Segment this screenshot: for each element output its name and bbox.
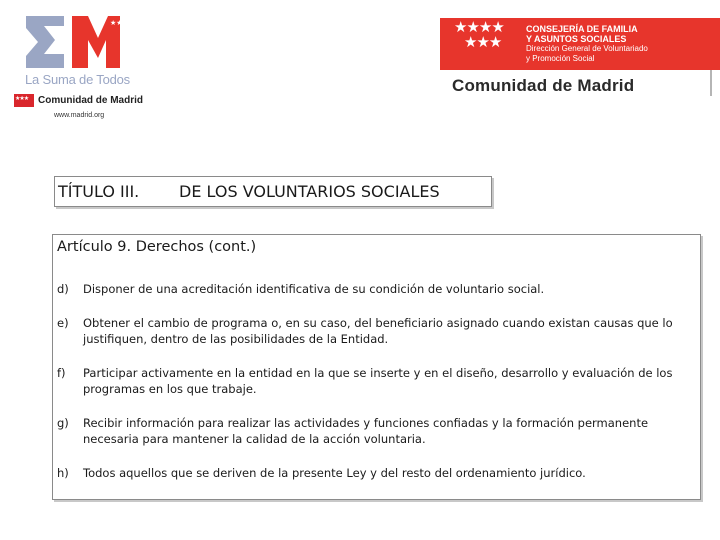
list-item	[57, 465, 697, 482]
banner-line-2: Y ASUNTOS SOCIALES	[526, 34, 627, 44]
svg-text:★★: ★★	[110, 19, 123, 27]
article-content-box	[52, 234, 701, 500]
logo-org-row	[14, 94, 143, 107]
item-text: Recibir información para realizar las actividades y funciones confiadas y la formación permanente necesaria para mantener la calidad de la acción voluntaria.	[83, 415, 649, 446]
madrid-flag-icon	[14, 94, 34, 107]
em-logo-icon	[22, 14, 140, 72]
item-letter: g)	[57, 415, 69, 430]
title-number: TÍTULO III.	[58, 182, 140, 201]
rights-list	[57, 281, 697, 481]
item-letter: h)	[57, 465, 69, 480]
consejeria-banner	[440, 18, 720, 70]
item-text: Todos aquellos que se deriven de la presente Ley y del resto del ordenamiento jurídico.	[83, 465, 586, 480]
banner-line-3: Dirección General de Voluntariado	[526, 44, 648, 53]
list-item	[57, 315, 697, 348]
header-divider	[710, 70, 712, 96]
banner-line-4: y Promoción Social	[526, 54, 595, 63]
article-heading: Artículo 9. Derechos (cont.)	[57, 239, 257, 255]
item-text: Participar activamente en la entidad en la que se inserte y en el diseño, desarrollo y evaluación de los programas en los que trabaje.	[83, 365, 673, 396]
comunidad-madrid-logo	[22, 14, 172, 124]
item-text: Disponer de una acreditación identificativa de su condición de voluntario social.	[83, 282, 545, 296]
stars-icon: ★★★★ ★★★	[454, 18, 504, 51]
logo-tagline: La Suma de Todos	[25, 72, 130, 87]
title-text: DE LOS VOLUNTARIOS SOCIALES	[179, 182, 440, 201]
list-item	[57, 365, 697, 398]
item-letter: e)	[57, 315, 69, 330]
banner-line-1: CONSEJERÍA DE FAMILIA	[526, 24, 638, 34]
org-title: Comunidad de Madrid	[452, 76, 635, 95]
title-box	[54, 176, 492, 207]
logo-org-name: Comunidad de Madrid	[38, 95, 143, 106]
item-letter: d)	[57, 282, 69, 296]
item-text: Obtener el cambio de programa o, en su caso, del beneficiario asignado cuando existan causas que lo justifiquen, dentro de las posibilidades de la Entidad.	[83, 315, 673, 346]
banner-text	[526, 24, 648, 64]
item-letter: f)	[57, 365, 66, 380]
list-item	[57, 281, 697, 298]
list-item	[57, 415, 697, 448]
logo-url: www.madrid.org	[54, 112, 105, 119]
